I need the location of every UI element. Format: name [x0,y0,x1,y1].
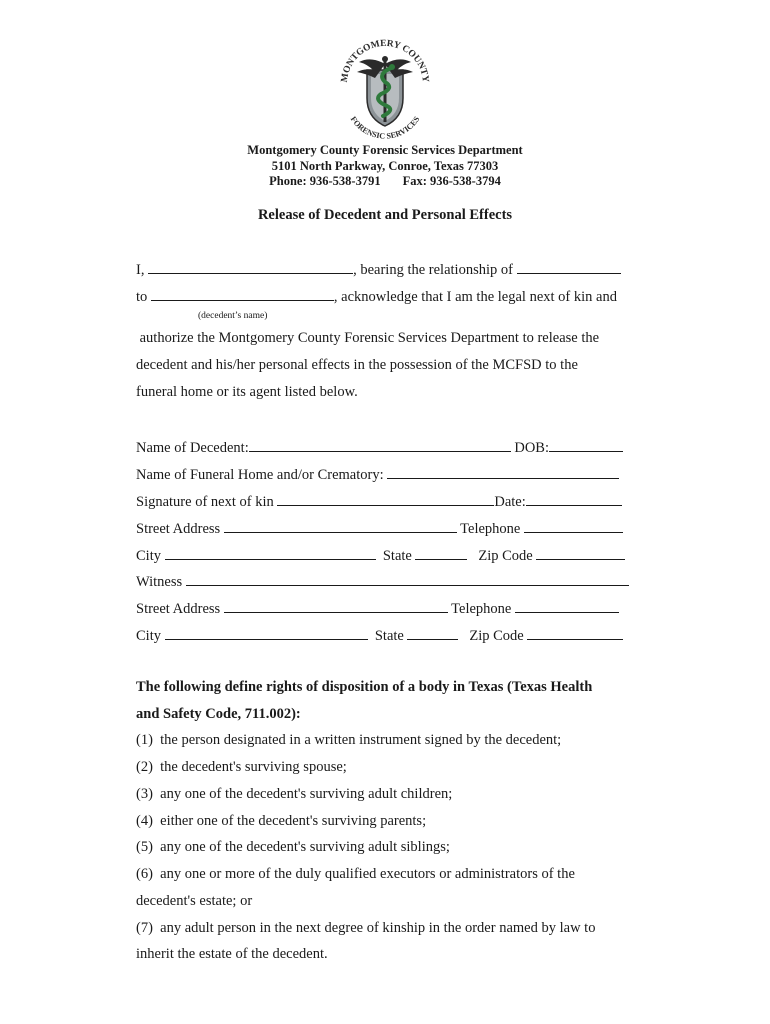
authorize-line-3: funeral home or its agent listed below. [136,384,358,400]
authorize-line-1: authorize the Montgomery County Forensic Services Department to release the [136,330,600,346]
witness-telephone-label: Telephone [451,601,512,617]
street-address-field[interactable] [224,518,457,533]
form-title: Release of Decedent and Personal Effects [257,207,513,223]
rights-item: (6) any one or more of the duly qualified executors or administrators of the [136,866,575,882]
acknowledge-text: , acknowledge that I am the legal next of kin and [333,289,617,305]
dob-field[interactable] [549,437,623,452]
funeral-home-field[interactable] [387,464,619,479]
department-phone: Phone: 936-538-3791 [269,174,381,188]
rights-heading-line-1: The following define rights of disposition of a body in Texas (Texas Health [136,679,593,695]
decedent-name-hint: (decedent’s name) [198,311,268,321]
telephone-field[interactable] [524,518,623,533]
rights-item: (1) the person designated in a written instrument signed by the decedent; [136,732,562,748]
signature-label: Signature of next of kin [136,494,274,510]
rights-heading-line-2: and Safety Code, 711.002): [136,706,301,722]
street-address-row [136,518,623,538]
funeral-home-row [136,464,619,484]
rights-item: (2) the decedent's surviving spouse; [136,759,347,775]
logo-bottom-text: FORENSIC SERVICES [348,114,422,141]
state-field[interactable] [415,545,467,560]
witness-telephone-field[interactable] [515,598,619,613]
department-name: Montgomery County Forensic Services Department [247,143,523,157]
witness-street-address-row [136,598,619,618]
department-fax: Fax: 936-538-3794 [402,174,501,188]
witness-city-field[interactable] [165,625,368,640]
witness-street-address-field[interactable] [224,598,448,613]
rights-item: (4) either one of the decedent's surviving parents; [136,813,427,829]
zip-code-field[interactable] [536,545,625,560]
statement-line-1 [136,259,621,279]
date-label: Date: [494,494,526,510]
city-row [136,545,625,565]
next-of-kin-name-field[interactable] [148,259,353,274]
decedent-field[interactable] [249,437,511,452]
department-header [0,143,770,190]
zip-code-label: Zip Code [478,548,533,564]
witness-state-field[interactable] [407,625,458,640]
rights-item: (3) any one of the decedent's surviving adult children; [136,786,453,802]
contact-line [0,174,770,190]
witness-field[interactable] [186,571,629,586]
witness-zip-code-label: Zip Code [469,628,524,644]
street-address-label: Street Address [136,521,221,537]
rights-item: decedent's estate; or [136,893,253,909]
rights-item: (7) any adult person in the next degree of kinship in the order named by law to [136,920,596,936]
department-address: 5101 North Parkway, Conroe, Texas 77303 [271,158,499,173]
city-label: City [136,548,161,564]
dob-label: DOB: [514,440,550,456]
decedent-row [136,437,623,457]
witness-zip-code-field[interactable] [527,625,623,640]
logo-top-text: MONTGOMERY COUNTY [339,38,431,84]
authorize-line-2: decedent and his/her personal effects in the possession of the MCFSD to the [136,357,578,373]
signature-row [136,491,622,511]
witness-label: Witness [136,574,183,590]
telephone-label: Telephone [460,521,521,537]
relationship-text: , bearing the relationship of [353,262,513,278]
decedent-name-field[interactable] [151,286,334,301]
to-prefix: to [136,289,148,305]
county-seal-logo [337,38,433,142]
state-label: State [382,548,412,564]
witness-street-address-label: Street Address [136,601,221,617]
witness-row [136,571,629,591]
relationship-field[interactable] [517,259,621,274]
rights-item: (5) any one of the decedent's surviving adult siblings; [136,839,450,855]
witness-city-row [136,625,623,645]
city-field[interactable] [165,545,376,560]
witness-state-label: State [374,628,404,644]
witness-city-label: City [136,628,161,644]
funeral-home-label: Name of Funeral Home and/or Crematory: [136,467,384,483]
signature-field[interactable] [277,491,494,506]
decedent-label: Name of Decedent: [136,440,249,456]
rights-item: inherit the estate of the decedent. [136,946,328,962]
i-prefix: I, [136,262,145,278]
date-field[interactable] [526,491,622,506]
statement-line-2 [136,286,617,306]
